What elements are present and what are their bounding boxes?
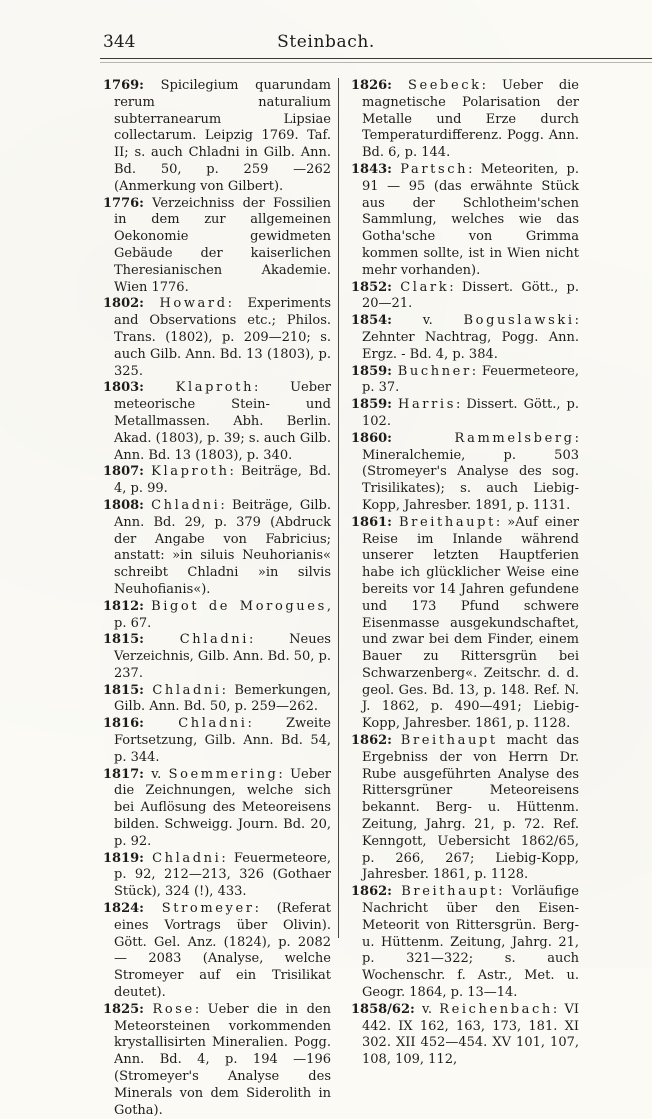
bib-entry — [351, 280, 579, 314]
entry-author: Partsch — [400, 161, 469, 177]
entry-text: : Beiträge, Bd. 4, p. 99. — [114, 464, 331, 497]
bib-entry — [103, 901, 331, 1002]
bib-entry: 1858/62: v. Reichenbach: VI 442. IX 162, 163, 173, 181. XI 302. XII 452—454. XV 101, 107, 108, 109, 112, — [351, 1001, 579, 1068]
header-rule — [100, 58, 652, 63]
bib-entry — [103, 78, 331, 196]
entry-text: : »Auf einer Reise im Inlande während unserer letzten Hauptferien habe ich glücklicher Weise eine bereits vor 14 Jahren gefundene und 173 Pfund schwere Eisenmasse ausgekundschaftet, und zwar bei dem Finder, einem Bauer zu Rittersgrün bei Schwarzenberg«. Zeitschr. d. d. geol. Ges. Bd. 13, p. 148. Ref. N. J. 1862, p. 490—491; Liebig-Kopp, Jahresber. 1861, p. 1128. — [362, 514, 579, 732]
entry-year: 1807: — [103, 464, 144, 480]
entry-year: 1812: — [103, 598, 144, 614]
entry-text: : Dissert. Gött., p. 20—21. — [362, 279, 579, 312]
entry-year: 1815: — [103, 682, 144, 698]
entry-year: 1825: — [103, 1001, 144, 1017]
entry-author: Klaproth — [151, 464, 230, 480]
entry-author: Breithaupt — [400, 733, 498, 749]
bib-entry — [351, 364, 579, 398]
entry-text: : Zehnter Nachtrag, Pogg. Ann. Ergz. - Bd. 4, p. 384. — [362, 313, 579, 362]
bib-entry — [103, 599, 331, 633]
bib-entry — [103, 632, 331, 682]
entry-author: Howard — [159, 296, 228, 312]
entry-year: 1860: — [351, 430, 392, 446]
bib-entry: 1817: v. Soemmering: Ueber die Zeichnungen, welche sich bei Auflösung des Meteoreisens bilden. Schweigg. Journ. Bd. 20, p. 92. — [103, 766, 331, 849]
entry-text: : Beiträge, Gilb. Ann. Bd. 29, p. 379 (Abdruck der Angabe von Fabricius; anstatt: »in siluis Neuhorianis« schreibt Chladni »in silvis Neuhofianis«). — [114, 497, 331, 597]
page-number: 344 — [103, 32, 136, 52]
entry-author: Breithaupt — [401, 884, 499, 900]
entry-author: Seebeck — [407, 78, 482, 93]
bib-entry — [103, 683, 331, 717]
entry-text: : Neues Verzeichnis, Gilb. Ann. Bd. 50, p. 237. — [114, 632, 332, 681]
entry-year: 1826: — [351, 78, 392, 93]
column-divider-rule — [338, 78, 339, 938]
bib-entry — [351, 397, 579, 431]
entry-author: Harris — [398, 397, 456, 413]
entry-text: : Ueber die magnetische Polarisation der Metalle und Erze durch Temperaturdifferenz. Pogg. Ann. Bd. 6, p. 144. — [362, 78, 579, 161]
entry-year: 1819: — [103, 850, 144, 866]
entry-text: : Mineralchemie, p. 503 (Stromeyer's Analyse des sog. Trisilikates); s. auch Liebig-Kopp, Jahresber. 1891, p. 1131. — [362, 430, 579, 513]
entry-text: : Experiments and Observations etc.; Philos. Trans. (1802), p. 209—210; s. auch Gilb. Ann. Bd. 13 (1803), p. 325. — [114, 296, 331, 379]
entry-author: Chladni — [179, 632, 250, 648]
entry-year: 1803: — [103, 380, 144, 396]
entry-text: : Ueber meteorische Stein- und Metallmassen. Abh. Berlin. Akad. (1803), p. 39; s. auch Gilb. Ann. Bd. 13 (1803), p. 340. — [114, 380, 331, 463]
entry-year: 1859: — [351, 397, 392, 413]
entry-text: Verzeichniss der Fossilien in dem zur allgemeinen Oekonomie gewidmeten Gebäude der kaiserlichen Theresianischen Akademie. Wien 1776. — [114, 195, 332, 295]
entry-year: 1824: — [103, 901, 144, 917]
entry-year: 1843: — [351, 161, 392, 177]
bibliography-columns — [103, 78, 579, 1119]
entry-text: : Vorläufige Nachricht über den Eisen-Meteorit von Rittersgrün. Berg- u. Hüttenm. Zeitung, Jahrg. 21, p. 321—322; s. auch Wochenschr. f. Astr., Met. u. Geogr. 1864, p. 13—14. — [362, 884, 579, 1001]
entry-text: macht das Ergebniss der von Herrn Dr. Rube ausgeführten Analyse des Rittersgrüner Meteoreisens bekannt. Berg- u. Hüttenm. Zeitung, Jahrg. 21, p. 72. Ref. Kenngott, Uebersicht 1862/65, p. 266, 267; Liebig-Kopp, Jahresber. 1861, p. 1128. — [362, 733, 579, 883]
entry-text: : VI 442. IX 162, 163, 173, 181. XI 302. XII 452—454. XV 101, 107, 108, 109, 112, — [362, 1001, 579, 1068]
entry-text: Spicilegium quarundam rerum naturalium subterranearum Lipsiae collectarum. Leipzig 1769. Taf. II; s. auch Chladni in Gilb. Ann. Bd. 50, p. 259 —262 (Anmerkung von Gilbert). — [114, 78, 331, 194]
bib-entry — [103, 296, 331, 380]
bib-entry — [103, 196, 331, 297]
entry-text: : Zweite Fortsetzung, Gilb. Ann. Bd. 54, p. 344. — [114, 716, 331, 765]
entry-text: : Ueber die in den Meteorsteinen vorkommenden krystallisirten Mineralien. Pogg. Ann. Bd. 4, p. 194 —196 (Stromeyer's Analyse des Minerals von dem Siderolith in Gotha). — [114, 1001, 331, 1118]
entry-author: Breithaupt — [399, 514, 496, 530]
bib-entry — [351, 78, 579, 162]
entry-year: 1861: — [351, 514, 392, 530]
entry-author: Clark — [400, 279, 450, 295]
entry-author: Rammelsberg — [454, 430, 575, 446]
entry-author: Rose — [152, 1001, 195, 1017]
entry-author: Soemmering — [168, 766, 279, 782]
entry-author: Bigot de Morogues — [151, 598, 327, 614]
bib-entry — [351, 733, 579, 884]
entry-year: 1859: — [351, 363, 392, 379]
entry-text: : Feuermeteore, p. 92, 212—213, 326 (Gothaer Stück), 324 (!), 433. — [114, 850, 331, 900]
entry-year: 1802: — [103, 296, 144, 312]
entry-text: , p. 67. — [114, 598, 331, 631]
entry-text: : (Referat eines Vortrags über Olivin). Gött. Gel. Anz. (1824), p. 2082 — 2083 (Analyse, welche Stromeyer auf ein Trisilikat deutet). — [114, 901, 331, 1001]
entry-author: Chladni — [152, 682, 222, 698]
entry-year: 1808: — [103, 497, 144, 513]
running-title: Steinbach. — [277, 32, 375, 52]
bib-entry — [351, 884, 579, 1002]
entry-text: : Bemerkungen, Gilb. Ann. Bd. 50, p. 259—262. — [114, 682, 331, 715]
bib-entry — [351, 431, 579, 515]
entry-year: 1854: — [351, 313, 392, 329]
entry-year: 1817: — [103, 766, 144, 782]
entry-year: 1776: — [103, 195, 144, 211]
entry-author: Buchner — [397, 363, 472, 379]
entry-author: Stromeyer — [161, 901, 255, 917]
bib-entry — [103, 1002, 331, 1119]
bib-entry: 1854: v. Boguslawski: Zehnter Nachtrag, Pogg. Ann. Ergz. - Bd. 4, p. 384. — [351, 313, 579, 362]
entry-year: 1862: — [351, 733, 392, 749]
bib-entry — [103, 380, 331, 464]
entry-text: : Ueber die Zeichnungen, welche sich bei Auflösung des Meteoreisens bilden. Schweigg. Journ. Bd. 20, p. 92. — [114, 766, 331, 849]
entry-author: Boguslawski — [463, 313, 575, 329]
bib-entry — [351, 162, 579, 280]
entry-year: 1862: — [351, 884, 392, 900]
entry-text: : Dissert. Gött., p. 102. — [362, 397, 579, 429]
bib-entry — [103, 498, 331, 599]
bib-entry — [103, 464, 331, 498]
entry-author: Chladni — [178, 716, 248, 732]
bib-entry — [103, 716, 331, 766]
entry-year: 1769: — [103, 78, 144, 93]
entry-author: Chladni — [151, 497, 221, 513]
bib-entry — [103, 851, 331, 901]
bib-entry — [351, 515, 579, 733]
entry-text: : Meteoriten, p. 91 — 95 (das erwähnte Stück aus der Schlotheim'schen Sammlung, welches wie das Gotha'sche von Grimma kommen sollte, ist in Wien nicht mehr vorhanden). — [362, 161, 579, 278]
entry-year: 1852: — [351, 279, 392, 295]
entry-author: Chladni — [152, 850, 222, 866]
entry-year: 1816: — [103, 716, 144, 732]
entry-author: Klaproth — [175, 380, 255, 396]
entry-text: : Feuermeteore, p. 37. — [362, 363, 579, 396]
entry-year: 1815: — [103, 632, 144, 648]
left-column — [103, 78, 331, 1119]
entry-author: Reichenbach — [439, 1001, 553, 1017]
entry-year: 1858/62: — [351, 1001, 415, 1017]
right-column — [351, 78, 579, 1119]
